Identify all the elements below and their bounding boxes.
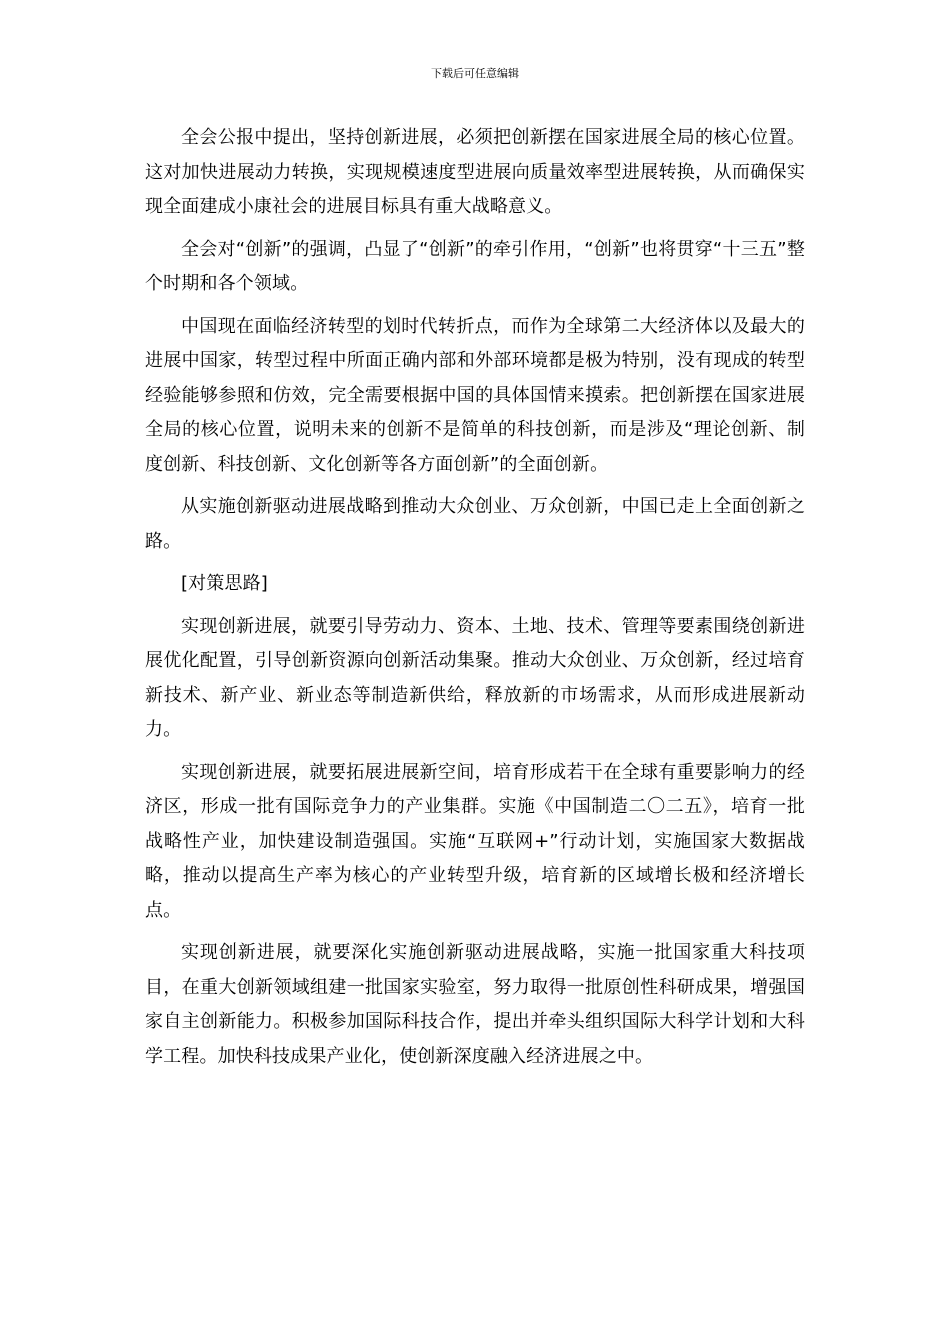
paragraph-3: 中国现在面临经济转型的划时代转折点，而作为全球第二大经济体以及最大的进展中国家，转型过程中所面正确内部和外部环境都是极为特别，没有现成的转型经验能够参照和仿效，完全需要根据中国的具体国情来摸索。把创新摆在国家进展全局的核心位置，说明未来的创新不是简单的科技创新，而是涉及“理论创新、制度创新、科技创新、文化创新等各方面创新”的全面创新。 [145,315,805,475]
page-header: 下载后可任意编辑 [431,67,519,80]
paragraph-4: 从实施创新驱动进展战略到推动大众创业、万众创新，中国已走上全面创新之路。 [145,496,805,552]
paragraph-6: 实现创新进展，就要拓展进展新空间，培育形成若干在全球有重要影响力的经济区，形成一批有国际竞争力的产业集群。实施《中国制造二〇二五》，培育一批战略性产业，加快建设制造强国。实施“互联网+”行动计划，实施国家大数据战略，推动以提高生产率为核心的产业转型升级，培育新的区域增长极和经济增长点。 [145,761,805,921]
document-body [145,121,805,1082]
paragraph-5: 实现创新进展，就要引导劳动力、资本、土地、技术、管理等要素围绕创新进展优化配置，引导创新资源向创新活动集聚。推动大众创业、万众创新，经过培育新技术、新产业、新业态等制造新供给，释放新的市场需求，从而形成进展新动力。 [145,615,805,740]
paragraph-2: 全会对“创新”的强调，凸显了“创新”的牵引作用，“创新”也将贯穿“十三五”整个时期和各个领域。 [145,238,805,294]
paragraph-7: 实现创新进展，就要深化实施创新驱动进展战略，实施一批国家重大科技项目，在重大创新领域组建一批国家实验室，努力取得一批原创性科研成果，增强国家自主创新能力。积极参加国际科技合作，提出并牵头组织国际大科学计划和大科学工程。加快科技成果产业化，使创新深度融入经济进展之中。 [145,942,805,1067]
paragraph-1: 全会公报中提出，坚持创新进展，必须把创新摆在国家进展全局的核心位置。这对加快进展动力转换，实现规模速度型进展向质量效率型进展转换，从而确保实现全面建成小康社会的进展目标具有重大战略意义。 [145,127,805,217]
section-heading: [对策思路] [181,573,268,594]
